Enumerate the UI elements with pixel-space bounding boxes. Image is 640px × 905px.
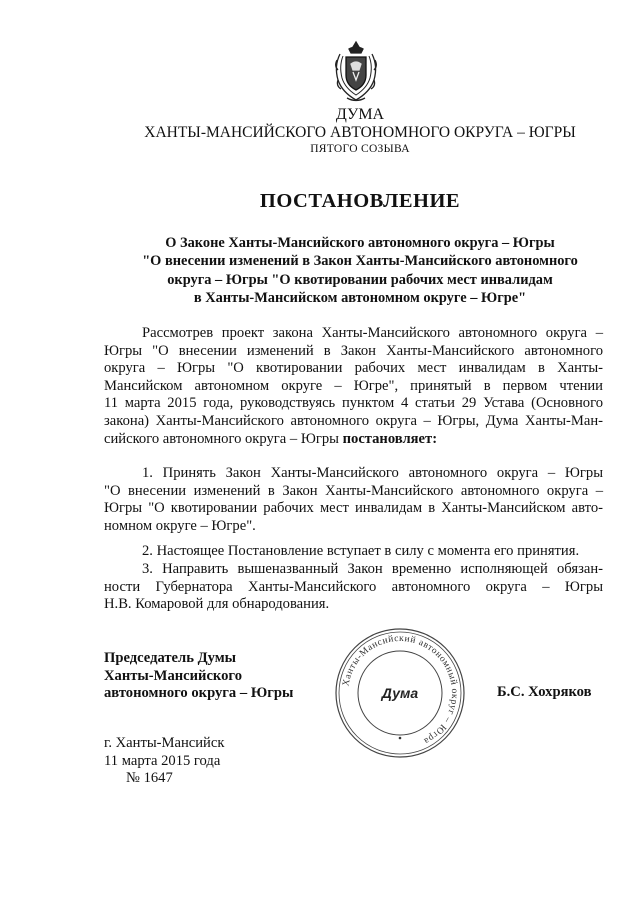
position-line: автономного округа – Югры (104, 685, 294, 702)
text-line: Н.В. Комаровой для обнародования. (104, 596, 330, 613)
text-line: Югры "О квотировании рабочих мест инвалидам в Ханты-Мансийском авто- (104, 500, 603, 517)
item-3 (104, 561, 603, 614)
text-line: 3. Направить вышеназванный Закон временно исполняющей обязан- (142, 561, 603, 577)
coat-of-arms-icon (331, 40, 381, 104)
date: 11 марта 2015 года (104, 752, 221, 769)
signatory-position (104, 650, 293, 703)
document-number: № 1647 (126, 770, 173, 787)
official-stamp (333, 626, 467, 760)
stamp-ring-text: Ханты-Мансийский автономный округ – Югра (341, 633, 460, 746)
region-name: ХАНТЫ-МАНСИЙСКОГО АВТОНОМНОГО ОКРУГА – ЮГРЫ (144, 124, 576, 141)
signatory-name: Б.С. Хохряков (497, 684, 592, 700)
city: г. Ханты-Мансийск (104, 735, 225, 751)
text-line: "О внесении изменений в Закон Ханты-Мансийского автономного округа – (104, 482, 603, 499)
position-line: Ханты-Мансийского (104, 667, 242, 684)
title-line: округа – Югры "О квотировании рабочих мест инвалидам (167, 271, 553, 288)
title-line: О Законе Ханты-Мансийского автономного округа – Югры (165, 235, 555, 251)
text-line: закона) Ханты-Мансийского автономного округа – Югры, Дума Ханты-Ман- (104, 412, 603, 429)
convocation: ПЯТОГО СОЗЫВА (310, 143, 410, 155)
title-line: в Ханты-Мансийском автономном округе – Югре" (193, 289, 527, 306)
position-line: Председатель Думы (104, 650, 237, 666)
item-2 (104, 543, 603, 561)
document-title (105, 234, 615, 307)
text-line: Рассмотрев проект закона Ханты-Мансийского автономного округа – (142, 325, 603, 341)
text-line: Мансийском автономном округе – Югре", принятый в первом чтении (104, 377, 603, 394)
title-line: "О внесении изменений в Закон Ханты-Мансийского автономного (142, 253, 578, 270)
item-1 (104, 465, 603, 535)
document-footer (104, 735, 224, 788)
stamp-center-text: Дума (381, 685, 419, 701)
text-line: округа – Югры "О квотировании рабочих мест инвалидам в Ханты- (104, 360, 603, 377)
org-name: ДУМА (335, 106, 385, 123)
decision-word: постановляет: (342, 430, 438, 447)
text-line: номном округе – Югре". (104, 517, 256, 534)
intro-paragraph (104, 325, 603, 448)
text-line: ности Губернатора Ханты-Мансийского автономного округа – Югры (104, 578, 603, 595)
text-fragment: сийского автономного округа – Югры (104, 430, 343, 447)
document-type: ПОСТАНОВЛЕНИЕ (259, 190, 461, 212)
text-line: 11 марта 2015 года, руководствуясь пунктом 4 статьи 29 Устава (Основного (104, 395, 603, 412)
text-line (104, 431, 603, 449)
text-line: 1. Принять Закон Ханты-Мансийского автономного округа – Югры (142, 465, 603, 481)
text-line: Югры "О внесении изменений в Закон Ханты-Мансийского автономного (104, 342, 603, 359)
text-line: 2. Настоящее Постановление вступает в силу с момента его принятия. (142, 543, 580, 559)
